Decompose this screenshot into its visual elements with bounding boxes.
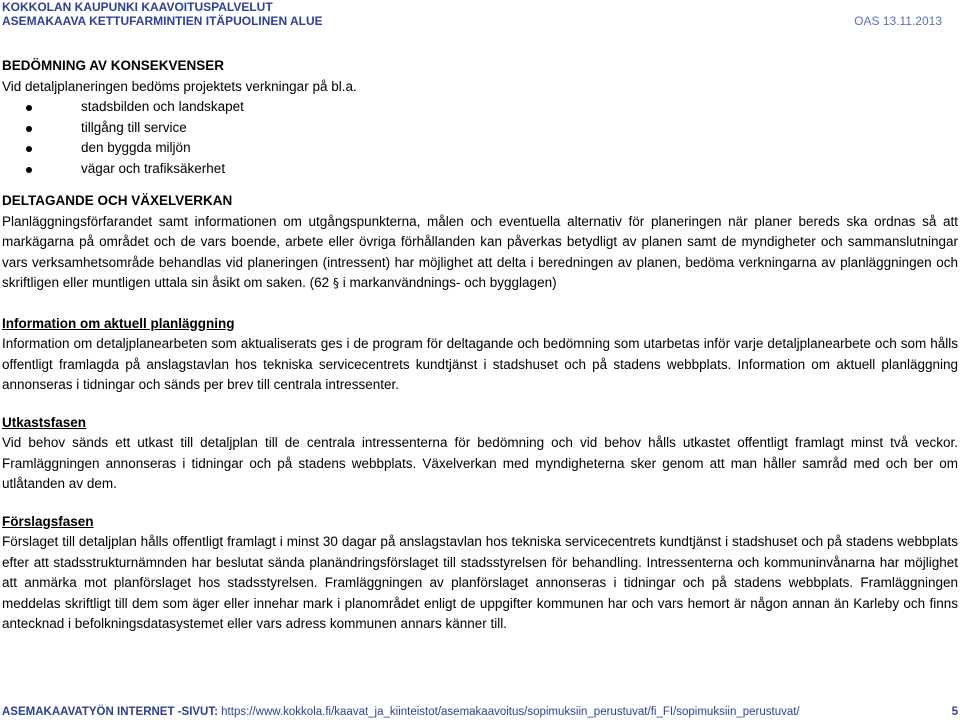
header-plan-name: ASEMAKAAVA KETTUFARMINTIEN ITÄPUOLINEN ALUE: [2, 14, 323, 28]
document-body: [2, 56, 958, 635]
list-item: stadsbilden och landskapet: [2, 97, 958, 118]
impact-bullet-list: [2, 97, 958, 179]
page-header: [2, 0, 942, 28]
law-ref-prefix: (62: [309, 275, 330, 290]
heading-forslag: Förslagsfasen: [2, 513, 94, 529]
law-ref-suffix: i markanvändnings- och bygglagen): [342, 275, 557, 290]
section-bedomning: [2, 56, 958, 179]
footer-url-link[interactable]: https://www.kokkola.fi/kaavat_ja_kiinteistot/asemakaavoitus/sopimuksiin_perustuvat/fi_FI/sopimuksiin_perustuvat/: [221, 706, 800, 718]
section-information: [2, 314, 958, 396]
heading-bedomning: BEDÖMNING AV KONSEKVENSER: [2, 58, 225, 73]
heading-information: Information om aktuell planläggning: [2, 315, 235, 331]
page-footer: [2, 705, 958, 719]
forslag-text: Förslaget till detaljplan hålls offentligt framlagt i minst 30 dagar på anslagstavlan hos tekniska servicecentrets kundtjänst i stadshuset och på stadens webbplats efter att stadsstrukturnämnden har beslutat sända planändringsförslaget till stadsstyrelsen för behandling. Intressenterna och kommuninvånarna har möjlighet att anmärka mot planförslaget hos stadsstyrelsen. Framläggningen av planförslaget annonseras i tidningar och på stadens webbplats. Framläggningen meddelas skriftligt till dem som äger eller innehar mark i planområdet enligt de uppgifter kommunen har och vars hemort är någon annan än Karleby och finns antecknad i befolkningsdatasystemet eller vars adress kommunen annars känner till.: [2, 534, 958, 631]
list-item: vägar och trafiksäkerhet: [2, 159, 958, 180]
header-date: OAS 13.11.2013: [854, 14, 942, 28]
deltagande-text: [2, 212, 958, 294]
heading-utkast: Utkastsfasen: [2, 414, 87, 430]
bedomning-intro: Vid detaljplaneringen bedöms projektets verkningar på bl.a.: [2, 78, 357, 94]
section-deltagande: [2, 191, 958, 294]
list-item: den byggda miljön: [2, 138, 958, 159]
paragraph-icon: §: [332, 276, 339, 290]
header-organization: KOKKOLAN KAUPUNKI KAAVOITUSPALVELUT: [2, 0, 273, 14]
section-forslag: [2, 512, 958, 635]
information-text: Information om detaljplanearbeten som aktualiserats ges i de program för deltagande och bedömning som utarbetas inför varje detaljplanearbete och som hålls offentligt framlagda på anslagstavlan hos tekniska servicecentrets kundtjänst i stadshuset och på stadens webbplats. Information om aktuell planläggning annonseras i tidningar och sänds per brev till centrala intressenter.: [2, 336, 958, 392]
heading-deltagande: DELTAGANDE OCH VÄXELVERKAN: [2, 193, 233, 208]
page-number: 5: [951, 706, 958, 718]
utkast-text: Vid behov sänds ett utkast till detaljplan till de centrala intressenterna för bedömning och vid behov hålls utkastet offentligt framlagt minst två veckor. Framläggningen annonseras i tidningar och på stadens webbplats. Växelverkan med myndigheterna sker genom att man håller samråd med och ber om utlåtanden av dem.: [2, 435, 958, 491]
list-item: tillgång till service: [2, 118, 958, 139]
section-utkast: [2, 413, 958, 495]
deltagande-body: Planläggningsförfarandet samt informationen om utgångspunkterna, målen och eventuella alternativ för planeringen när planer bereds ska ordnas så att markägarna på området och de vars boende, arbete eller övriga förhållanden kan påverkas betydligt av planen samt de myndigheter och sammanslutningar vars verksamhetsområde behandlas vid planeringen (intressent) har möjlighet att delta i beredningen av planen, bedöma verkningarna av planläggningen och skriftligen eller muntligen uttala sin åsikt om saken.: [2, 213, 958, 290]
footer-label: ASEMAKAAVATYÖN INTERNET -SIVUT:: [2, 706, 218, 718]
